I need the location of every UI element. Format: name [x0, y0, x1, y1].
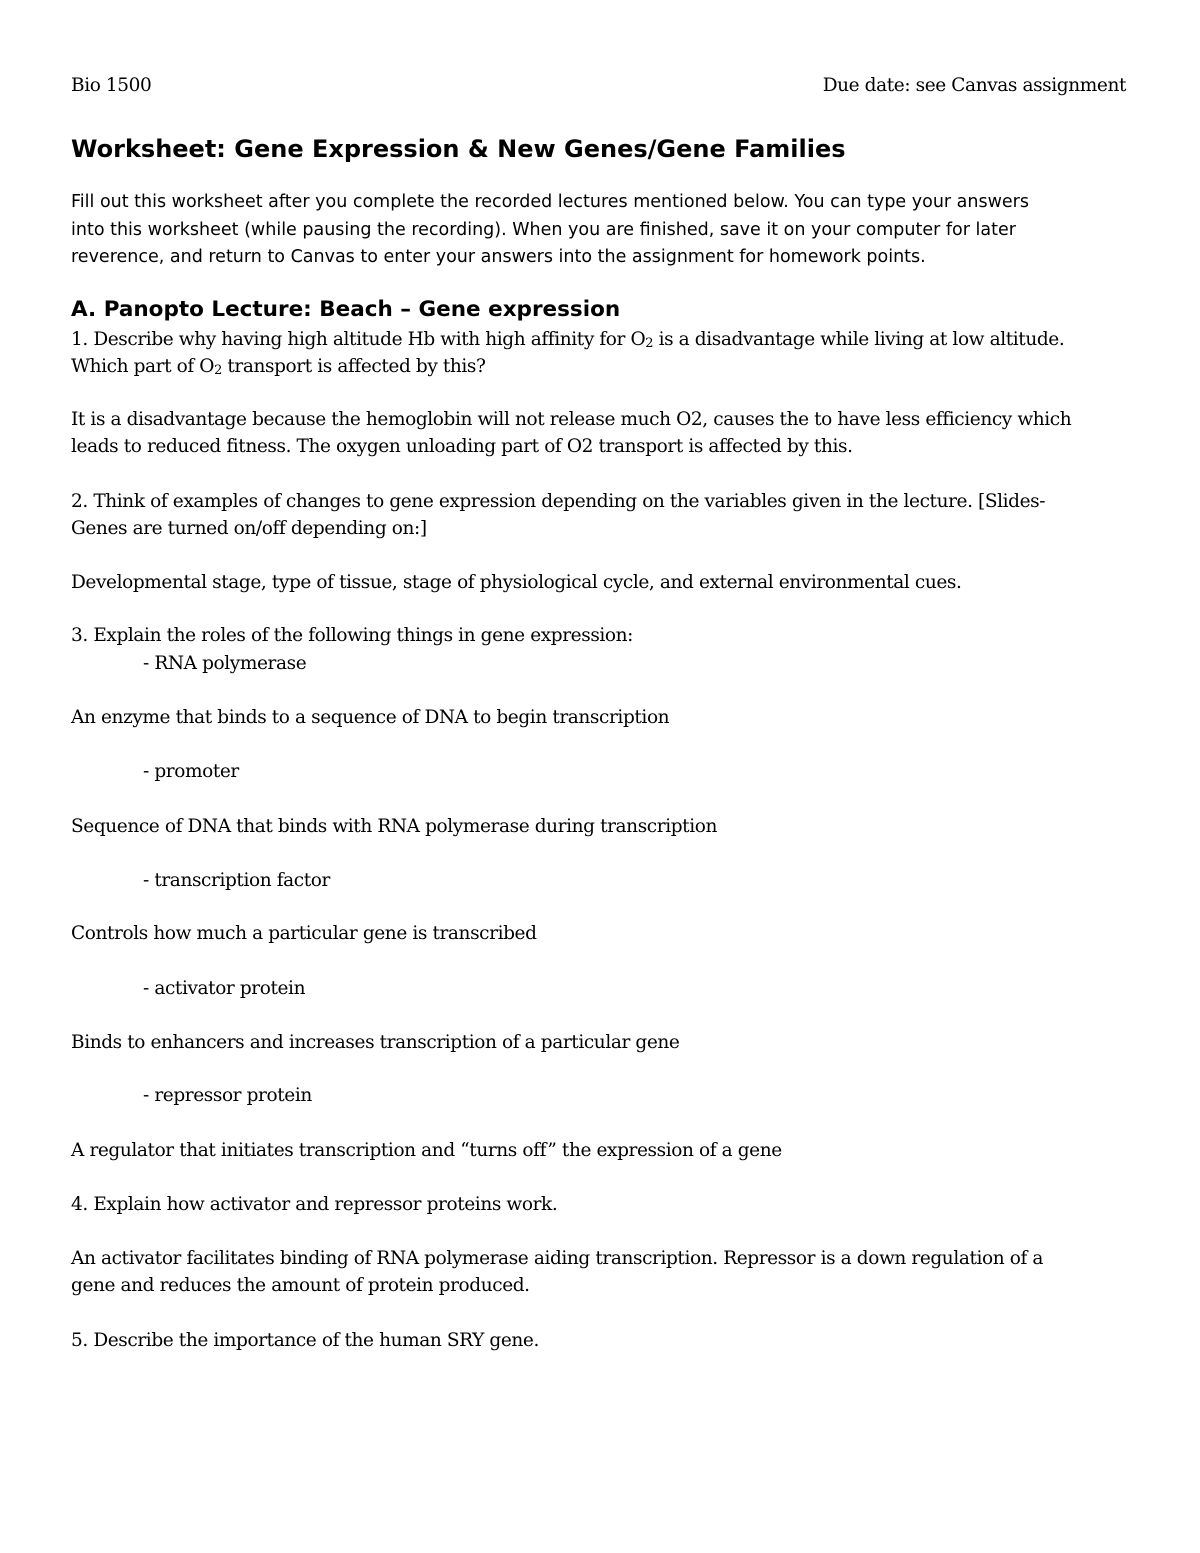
answer-repressor-protein: A regulator that initiates transcription and “turns off” the expression of a gene	[71, 1140, 782, 1161]
answer-1-line-2: leads to reduced fitness. The oxygen unloading part of O2 transport is affected by this.	[71, 436, 853, 457]
term-rna-polymerase: - RNA polymerase	[143, 653, 307, 674]
question-2-line-1: 2. Think of examples of changes to gene expression depending on the variables given in the lecture. [Slides-	[71, 491, 1046, 512]
answer-2: Developmental stage, type of tissue, stage of physiological cycle, and external environmental cues.	[71, 572, 962, 593]
intro-line-1: Fill out this worksheet after you complete the recorded lectures mentioned below. You can type your answers	[71, 192, 1029, 212]
intro-line-3: reverence, and return to Canvas to enter your answers into the assignment for homework points.	[71, 247, 926, 267]
question-1-line-1	[71, 326, 1064, 353]
question-4-prompt: 4. Explain how activator and repressor proteins work.	[71, 1194, 558, 1215]
intro-line-2: into this worksheet (while pausing the recording). When you are finished, save it on your computer for later	[71, 220, 1016, 240]
answer-rna-polymerase: An enzyme that binds to a sequence of DNA to begin transcription	[71, 707, 670, 728]
q1-text-c: Which part of O	[71, 356, 215, 377]
answer-4-line-2: gene and reduces the amount of protein produced.	[71, 1275, 530, 1296]
term-transcription-factor: - transcription factor	[143, 870, 330, 891]
question-2-line-2: Genes are turned on/off depending on:]	[71, 518, 427, 539]
answer-1-line-1: It is a disadvantage because the hemoglobin will not release much O2, causes the to have less efficiency which	[71, 409, 1072, 430]
due-date-label: Due date: see Canvas assignment	[822, 75, 1126, 96]
answer-4-line-1: An activator facilitates binding of RNA polymerase aiding transcription. Repressor is a down regulation of a	[71, 1248, 1044, 1269]
question-3-prompt: 3. Explain the roles of the following things in gene expression:	[71, 625, 634, 646]
section-a-heading: A. Panopto Lecture: Beach – Gene expression	[71, 297, 621, 322]
worksheet-title: Worksheet: Gene Expression & New Genes/Gene Families	[71, 135, 846, 163]
answer-promoter: Sequence of DNA that binds with RNA polymerase during transcription	[71, 816, 717, 837]
question-1-line-2	[71, 353, 486, 380]
q1-text-b: is a disadvantage while living at low altitude.	[653, 329, 1065, 350]
term-activator-protein: - activator protein	[143, 978, 306, 999]
q1-text-a: 1. Describe why having high altitude Hb with high affinity for O	[71, 329, 646, 350]
q1-text-d: transport is affected by this?	[221, 356, 486, 377]
q1-subscript-b: 2	[214, 362, 222, 378]
term-promoter: - promoter	[143, 761, 239, 782]
term-repressor-protein: - repressor protein	[143, 1085, 312, 1106]
course-label: Bio 1500	[71, 75, 152, 96]
question-5-prompt: 5. Describe the importance of the human SRY gene.	[71, 1330, 539, 1351]
q1-subscript-a: 2	[645, 335, 654, 351]
answer-transcription-factor: Controls how much a particular gene is transcribed	[71, 923, 537, 944]
answer-activator-protein: Binds to enhancers and increases transcription of a particular gene	[71, 1032, 680, 1053]
